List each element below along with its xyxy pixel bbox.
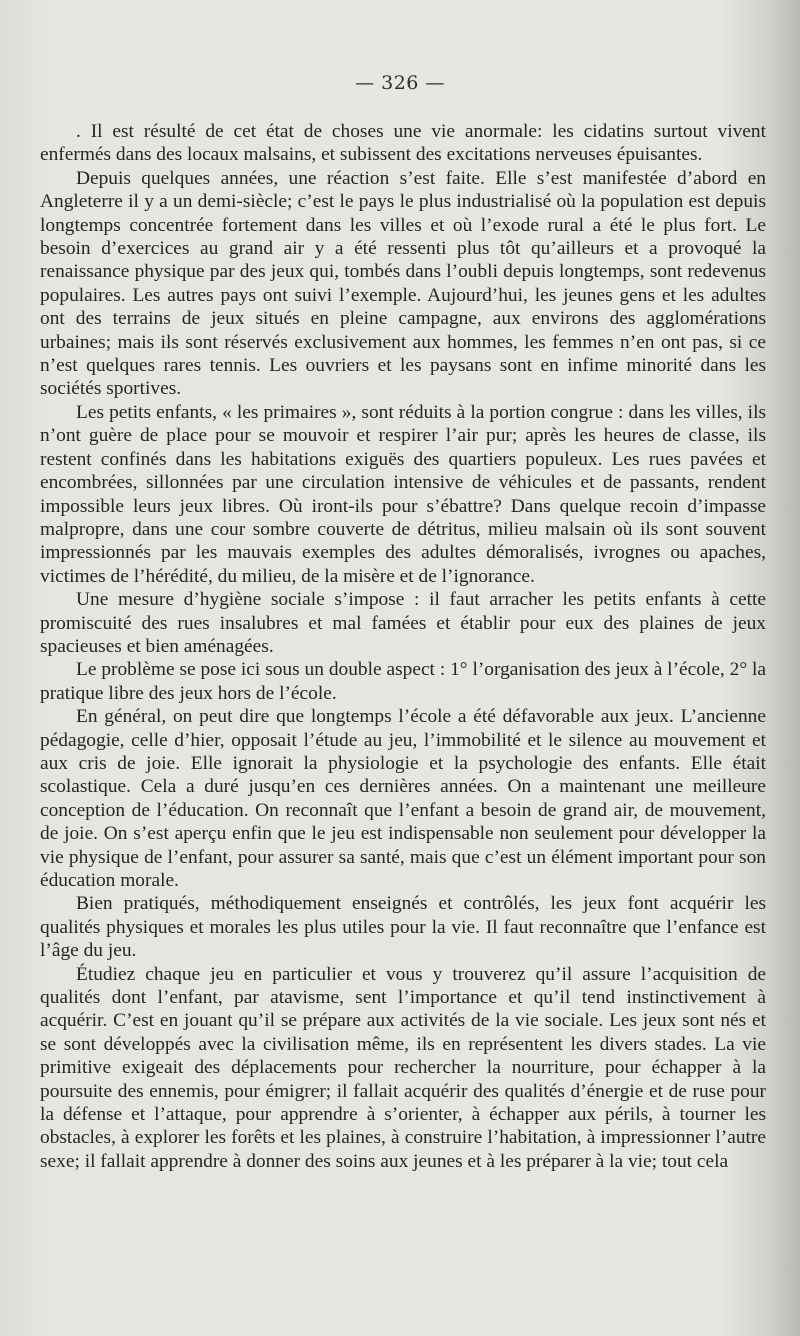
paragraph: En général, on peut dire que longtemps l’école a été défavorable aux jeux. L’ancienne pédagogie, celle d’hier, opposait l’étude au jeu, l’immobilité et le silence au mouvement et aux cris de joie. Elle ignorait la physiologie et la psychologie des enfants. Elle était scolastique. Cela a duré jusqu’en ces dernières années. On a maintenant une meilleure conception de l’éducation. On reconnaît que l’enfant a besoin de grand air, de mouvement, de joie. On s’est aperçu enfin que le jeu est indispensable non seulement pour développer la vie physique de l’enfant, pour assurer sa santé, mais que c’est un élément important pour son éducation morale.: [40, 706, 766, 891]
paragraph: Depuis quelques années, une réaction s’est faite. Elle s’est manifestée d’abord en Angleterre il y a un demi-siècle; c’est le pays le plus industrialisé où la population est depuis longtemps concentrée fortement dans les villes et où l’exode rural a été le plus fort. Le besoin d’exercices au grand air y a été ressenti plus tôt qu’ailleurs et a provoqué la renaissance physique par des jeux qui, tombés dans l’oubli depuis longtemps, sont redevenus populaires. Les autres pays ont suivi l’exemple. Aujourd’hui, les jeunes gens et les adultes ont des terrains de jeux situés en pleine campagne, aux environs des agglomérations urbaines; mais ils sont réservés exclusivement aux hommes, les femmes n’en ont pas, si ce n’est quelques rares tennis. Les ouvriers et les paysans sont en infime minorité dans les sociétés sportives.: [40, 167, 766, 400]
paragraph: . Il est résulté de cet état de choses une vie anormale: les cidatins surtout vivent enfermés dans des locaux malsains, et subissent des excitations nerveuses épuisantes.: [40, 121, 766, 166]
paragraph: Bien pratiqués, méthodiquement enseignés et contrôlés, les jeux font acquérir les qualités physiques et morales les plus utiles pour la vie. Il faut reconnaître que l’enfance est l’âge du jeu.: [40, 893, 766, 962]
paragraph: Une mesure d’hygiène sociale s’impose : il faut arracher les petits enfants à cette promiscuité des rues insalubres et mal famées et établir pour eux des plaines de jeux spacieuses et bien aménagées.: [40, 589, 766, 657]
page-number: — 326 —: [355, 72, 445, 94]
paragraph: Étudiez chaque jeu en particulier et vous y trouverez qu’il assure l’acquisition de qualités dont l’enfant, par atavisme, sent l’importance et qu’il tend instinctivement à acquérir. C’est en jouant qu’il se prépare aux activités de la vie sociale. Les jeux sont nés et se sont développés avec la civilisation même, ils en représentent les divers stades. La vie primitive exigeait des déplacements pour rechercher la nourriture, pour échapper à la poursuite des ennemis, pour émigrer; il fallait acquérir des qualités d’énergie et de ruse pour la défense et l’attaque, pour apprendre à s’orienter, à échapper aux périls, à tourner les obstacles, à explorer les forêts et les plaines, à construire l’habitation, à impressionner l’autre sexe; il fallait apprendre à donner des soins aux jeunes et à les préparer à la vie; tout cela: [40, 963, 766, 1172]
paragraph: Les petits enfants, « les primaires », sont réduits à la portion congrue : dans les villes, ils n’ont guère de place pour se mouvoir et respirer l’air pur; après les heures de classe, ils restent confinés dans les habitations exiguës des quartiers populeux. Les rues pavées et encombrées, sillonnées par une circulation intensive de véhicules et de passants, rendent impossible leurs jeux libres. Où iront-ils pour s’ébattre? Dans quelque recoin d’impasse malpropre, dans une cour sombre couverte de détritus, milieu malsain où ils sont souvent impressionnés par les mauvais exemples des adultes démoralisés, ivrognes ou apaches, victimes de l’hérédité, du milieu, de la misère et de l’ignorance.: [40, 401, 766, 587]
paragraph: Le problème se pose ici sous un double aspect : 1° l’organisation des jeux à l’école, 2° la pratique libre des jeux hors de l’école.: [40, 659, 766, 704]
body-text: [40, 120, 766, 1173]
